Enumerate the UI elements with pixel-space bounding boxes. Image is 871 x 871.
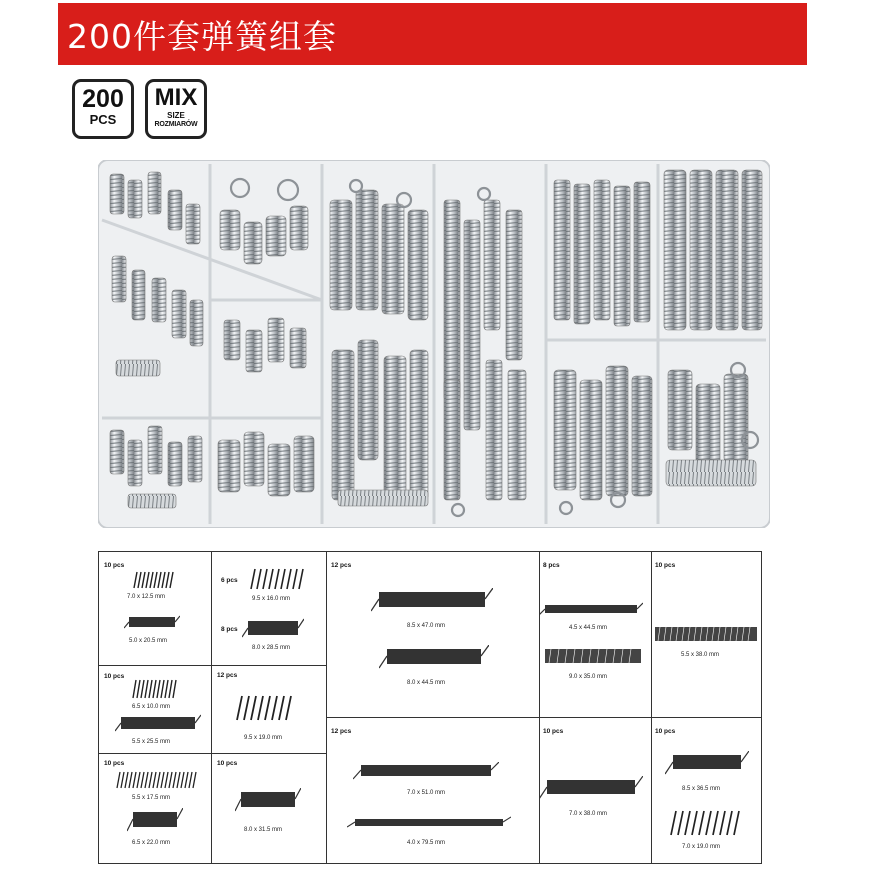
mix-sub-rozmiarow: ROZMIARÓW <box>154 121 198 128</box>
size-label: 4.0 x 79.5 mm <box>407 840 446 846</box>
title-banner <box>58 3 807 65</box>
compression-spring-icon <box>131 679 181 699</box>
mix-sub-size: SIZE <box>167 111 185 120</box>
mix-title: MIX <box>154 84 198 111</box>
extension-spring-icon <box>353 762 499 780</box>
size-label: 8.0 x 28.5 mm <box>252 645 291 651</box>
extension-spring-icon <box>371 588 493 612</box>
count-number: 200 <box>82 85 124 113</box>
size-label: 6.5 x 10.0 mm <box>132 704 171 710</box>
size-label: 7.0 x 19.0 mm <box>682 844 721 850</box>
compression-spring-icon <box>249 568 305 590</box>
qty-label: 10 pcs <box>104 760 125 767</box>
extension-spring-icon <box>124 614 180 630</box>
size-label: 9.0 x 35.0 mm <box>569 674 608 680</box>
size-label: 7.0 x 38.0 mm <box>569 811 608 817</box>
size-label: 9.5 x 19.0 mm <box>244 735 283 741</box>
size-label: 8.0 x 44.5 mm <box>407 680 446 686</box>
compression-spring-icon <box>669 810 741 836</box>
compression-spring-icon <box>115 771 197 789</box>
size-label: 5.5 x 38.0 mm <box>681 652 720 658</box>
extension-spring-icon <box>539 602 643 616</box>
size-label: 5.5 x 17.5 mm <box>132 795 171 801</box>
compression-spring-icon <box>132 571 174 589</box>
size-label: 9.5 x 16.0 mm <box>252 596 291 602</box>
size-label: 5.0 x 20.5 mm <box>129 638 168 644</box>
count-badge <box>72 79 134 139</box>
extension-spring-icon <box>235 788 301 812</box>
compression-spring-icon <box>545 646 641 666</box>
extension-spring-icon <box>665 751 749 775</box>
qty-label: 8 pcs <box>543 562 560 569</box>
qty-label: 12 pcs <box>331 562 352 569</box>
banner-title: 200件套弹簧组套 <box>67 17 337 56</box>
size-label: 8.5 x 47.0 mm <box>407 623 446 629</box>
qty-label: 10 pcs <box>543 728 564 735</box>
qty-label: 10 pcs <box>104 673 125 680</box>
qty-label: 10 pcs <box>104 562 125 569</box>
mix-size-badge <box>145 79 207 139</box>
extension-spring-icon <box>242 618 304 638</box>
qty-label: 6 pcs <box>221 577 238 584</box>
size-label: 7.0 x 12.5 mm <box>127 594 166 600</box>
spring-assortment-box-image <box>98 160 770 528</box>
extension-spring-icon <box>115 714 201 732</box>
qty-label: 10 pcs <box>655 562 676 569</box>
extension-spring-icon <box>379 645 489 669</box>
spring-spec-table <box>98 551 762 864</box>
qty-label: 12 pcs <box>217 672 238 679</box>
qty-label: 8 pcs <box>221 626 238 633</box>
extension-spring-icon <box>539 776 643 800</box>
size-label: 8.5 x 36.5 mm <box>682 786 721 792</box>
qty-label: 10 pcs <box>655 728 676 735</box>
compression-spring-icon <box>655 624 757 644</box>
size-label: 4.5 x 44.5 mm <box>569 625 608 631</box>
qty-label: 10 pcs <box>217 760 238 767</box>
compression-spring-icon <box>235 695 293 721</box>
qty-label: 12 pcs <box>331 728 352 735</box>
size-label: 7.0 x 51.0 mm <box>407 790 446 796</box>
extension-spring-icon <box>127 808 183 832</box>
size-label: 5.5 x 25.5 mm <box>132 739 171 745</box>
size-label: 6.5 x 22.0 mm <box>132 840 171 846</box>
count-unit: PCS <box>89 112 117 127</box>
extension-spring-icon <box>347 816 511 828</box>
size-label: 8.0 x 31.5 mm <box>244 827 283 833</box>
